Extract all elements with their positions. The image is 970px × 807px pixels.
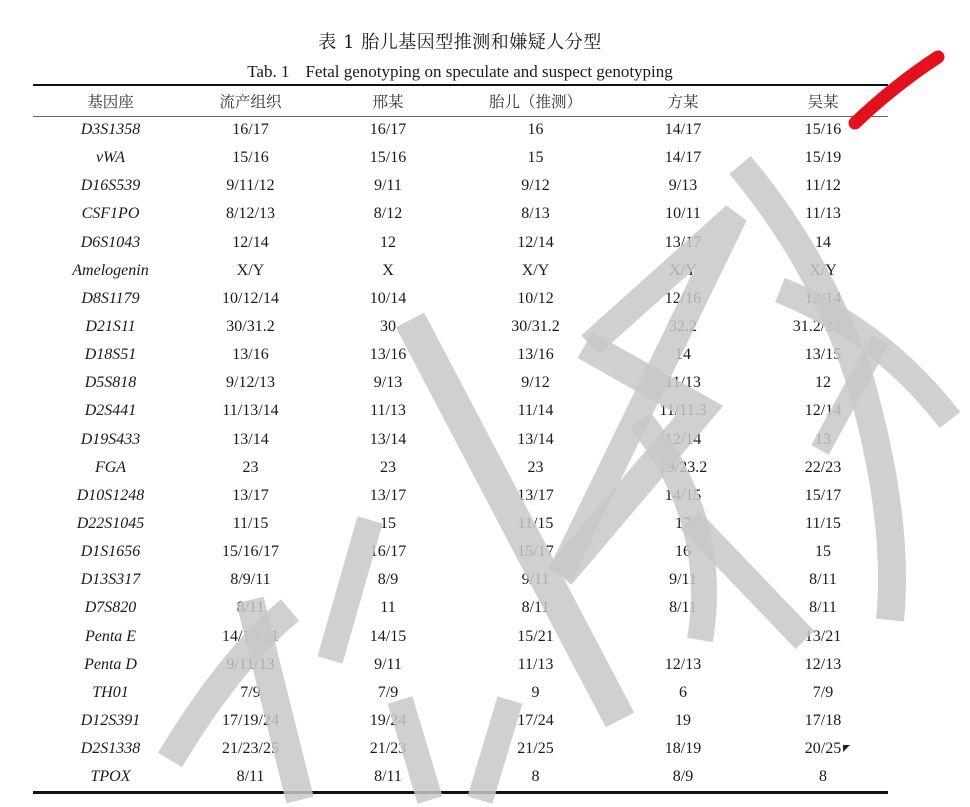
table-header-row xyxy=(33,86,888,116)
table-row xyxy=(33,735,888,763)
cell-locus: D8S1179 xyxy=(81,289,140,307)
cell-xing: 11/13 xyxy=(370,402,406,420)
cell-locus: FGA xyxy=(94,458,127,476)
cell-wu: 8/11 xyxy=(809,571,837,589)
cell-fetus-inferred: 11/15 xyxy=(517,515,554,533)
table-row xyxy=(33,651,888,679)
cell-fang: 18/19 xyxy=(664,740,702,758)
cell-xing: 12 xyxy=(380,233,396,251)
cell-fang: 8/9 xyxy=(672,768,694,786)
cell-locus: D5S818 xyxy=(84,374,137,392)
cell-locus: CSF1PO xyxy=(81,205,140,223)
cell-xing: 9/11 xyxy=(374,177,402,195)
cell-fang: X/Y xyxy=(669,261,697,279)
table-number: Tab. 1 xyxy=(247,62,290,81)
header-fetus-inferred: 胎儿（推测） xyxy=(488,93,582,111)
cell-fetus-inferred: 8/11 xyxy=(521,599,550,617)
header-locus: 基因座 xyxy=(87,93,134,111)
cell-xing: 21/23 xyxy=(369,740,407,758)
cell-fang: 19 xyxy=(675,712,691,730)
cell-locus: D19S433 xyxy=(80,430,141,448)
cell-xing: 9/13 xyxy=(373,374,403,392)
cell-fetus-inferred: 13/14 xyxy=(517,430,554,448)
cell-locus: D13S317 xyxy=(80,571,141,589)
cell-wu: 15/19 xyxy=(804,149,842,167)
cell-abortion-tissue: 11/15 xyxy=(232,515,269,533)
cell-locus: Amelogenin xyxy=(72,261,149,279)
cell-fang: 11/11.3 xyxy=(659,402,707,420)
cell-locus: D12S391 xyxy=(80,712,141,730)
cell-xing: 8/9 xyxy=(377,571,399,589)
table-caption-chinese: 表 1 胎儿基因型推测和嫌疑人分型 xyxy=(318,32,602,53)
cell-fetus-inferred: 13/16 xyxy=(517,346,554,364)
table-title: Fetal genotyping on speculate and suspect genotyping xyxy=(305,62,673,81)
cell-fetus-inferred: 9/11 xyxy=(521,571,550,589)
cell-fetus-inferred: 15/17 xyxy=(517,543,554,561)
cell-fetus-inferred: 16 xyxy=(527,121,544,139)
cell-fetus-inferred: 11/14 xyxy=(517,402,554,420)
cell-xing: 8/12 xyxy=(373,205,403,223)
header-xing: 邢某 xyxy=(372,93,404,111)
cell-abortion-tissue: 9/11/13 xyxy=(226,655,275,673)
cell-fang: 9/11 xyxy=(669,571,697,589)
cell-abortion-tissue: 14/15/21 xyxy=(222,627,279,645)
cell-wu: 13/15 xyxy=(804,346,842,364)
cell-xing: 13/16 xyxy=(369,346,407,364)
table-row xyxy=(33,200,888,228)
cell-locus: D10S1248 xyxy=(76,486,145,504)
cell-xing: 14/15 xyxy=(369,627,407,645)
cell-wu: 12/14 xyxy=(804,402,842,420)
cell-abortion-tissue: 13/14 xyxy=(232,430,269,448)
cell-abortion-tissue: 11/13/14 xyxy=(222,402,279,420)
cell-fang: 9/13 xyxy=(668,177,698,195)
cell-locus: D22S1045 xyxy=(76,515,145,533)
cell-locus: Penta E xyxy=(84,627,137,645)
table-row xyxy=(33,763,888,791)
cell-xing: 8/11 xyxy=(374,768,402,786)
cell-xing: 7/9 xyxy=(377,683,399,701)
cell-fang xyxy=(608,623,758,651)
table-row xyxy=(33,623,888,651)
cell-abortion-tissue: 16/17 xyxy=(232,121,269,139)
cell-wu: 22/23 xyxy=(804,458,842,476)
table-row xyxy=(33,397,888,425)
cell-abortion-tissue: 9/11/12 xyxy=(226,177,275,195)
cell-locus: TH01 xyxy=(92,683,129,701)
cell-fang: 14/15 xyxy=(664,486,702,504)
cell-abortion-tissue: 17/19/24 xyxy=(222,712,279,730)
cell-wu: 8 xyxy=(819,768,827,786)
cell-fetus-inferred: 10/12 xyxy=(517,289,554,307)
cell-xing: X xyxy=(382,261,394,279)
cell-xing: 16/17 xyxy=(369,543,407,561)
cell-locus: D2S441 xyxy=(84,402,137,420)
cursor-arrow-icon xyxy=(843,745,850,752)
cell-xing: 23 xyxy=(380,458,396,476)
cell-abortion-tissue: 30/31.2 xyxy=(226,318,275,336)
table-row xyxy=(33,566,888,594)
table-row xyxy=(33,229,888,257)
cell-fang: 11/13 xyxy=(665,374,701,392)
table-row xyxy=(33,369,888,397)
cell-xing: 15/16 xyxy=(369,149,407,167)
cell-fang: 14 xyxy=(675,346,691,364)
cell-xing: 10/14 xyxy=(369,289,407,307)
cell-abortion-tissue: 9/12/13 xyxy=(226,374,275,392)
cell-fang: 12/13 xyxy=(664,655,702,673)
cell-fetus-inferred: 13/17 xyxy=(517,486,554,504)
cell-wu: 15/16 xyxy=(804,121,842,139)
cell-abortion-tissue: 8/11 xyxy=(236,599,265,617)
cell-fetus-inferred: 23 xyxy=(527,458,544,476)
cell-xing: 13/17 xyxy=(369,486,407,504)
cell-xing: 16/17 xyxy=(369,121,407,139)
cell-abortion-tissue: 13/16 xyxy=(232,346,269,364)
cell-abortion-tissue: X/Y xyxy=(236,261,265,279)
cell-abortion-tissue: 12/14 xyxy=(232,233,269,251)
table-row xyxy=(33,707,888,735)
cell-abortion-tissue: 8/12/13 xyxy=(226,205,275,223)
cell-fang: 12/14 xyxy=(664,430,702,448)
cell-abortion-tissue: 10/12/14 xyxy=(222,289,279,307)
cell-wu: 8/11 xyxy=(809,599,837,617)
cell-wu: 31.2/33.2 xyxy=(792,318,854,336)
cell-xing: 9/11 xyxy=(374,655,402,673)
table-row xyxy=(33,257,888,285)
header-fang: 方某 xyxy=(667,93,699,111)
cell-fetus-inferred: 15/21 xyxy=(517,627,554,645)
cell-fetus-inferred: 17/24 xyxy=(517,712,554,730)
cell-locus: D16S539 xyxy=(80,177,141,195)
cell-xing: 15 xyxy=(380,515,396,533)
cell-wu: 12/14 xyxy=(804,289,842,307)
table-row xyxy=(33,510,888,538)
cell-abortion-tissue: 13/17 xyxy=(232,486,269,504)
table-row xyxy=(33,482,888,510)
cell-fang: 14/17 xyxy=(664,149,702,167)
cell-abortion-tissue: 8/9/11 xyxy=(230,571,271,589)
cell-wu: X/Y xyxy=(809,261,837,279)
table-row xyxy=(33,144,888,172)
table-bottom-rule xyxy=(33,791,888,794)
header-abortion-tissue: 流产组织 xyxy=(219,93,282,111)
cell-locus: D1S1656 xyxy=(80,543,141,561)
cell-fang: 14/17 xyxy=(664,121,702,139)
cell-xing: 19/24 xyxy=(369,712,407,730)
table-row xyxy=(33,313,888,341)
cell-xing: 13/14 xyxy=(369,430,407,448)
cell-fang: 13/17 xyxy=(664,233,702,251)
cell-fetus-inferred: 21/25 xyxy=(517,740,554,758)
cell-xing: 11 xyxy=(380,599,396,617)
cell-locus: D2S1338 xyxy=(80,740,141,758)
cell-fang: 10/11 xyxy=(665,205,701,223)
cell-fetus-inferred: 12/14 xyxy=(517,233,554,251)
cell-fetus-inferred: 9 xyxy=(531,683,540,701)
cell-locus: vWA xyxy=(95,149,126,167)
cell-abortion-tissue: 15/16/17 xyxy=(222,543,279,561)
cell-wu: 13/21 xyxy=(804,627,842,645)
table-caption-english xyxy=(0,62,920,82)
cell-locus: D21S11 xyxy=(85,318,136,336)
cell-locus: D3S1358 xyxy=(80,121,141,139)
cell-locus: D7S820 xyxy=(84,599,137,617)
cell-locus: D6S1043 xyxy=(80,233,141,251)
table-row xyxy=(33,538,888,566)
cell-fetus-inferred: 15 xyxy=(527,149,544,167)
cell-locus: Penta D xyxy=(84,655,137,673)
cell-fang: 16 xyxy=(675,543,691,561)
cell-fetus-inferred: 8/13 xyxy=(521,205,550,223)
table-row xyxy=(33,594,888,622)
cell-fang: 32.2 xyxy=(669,318,697,336)
cell-fang: 6 xyxy=(679,683,687,701)
cell-fang: 19/23.2 xyxy=(658,458,708,476)
cell-fang: 8/11 xyxy=(669,599,697,617)
cell-xing: 30 xyxy=(380,318,396,336)
cell-fang: 12/16 xyxy=(664,289,702,307)
genotype-table xyxy=(33,86,888,791)
cell-wu: 11/12 xyxy=(805,177,841,195)
cell-wu: 12/13 xyxy=(804,655,842,673)
table-row xyxy=(33,679,888,707)
cell-wu: 15 xyxy=(815,543,831,561)
cell-locus: TPOX xyxy=(90,768,131,786)
cell-wu: 11/15 xyxy=(805,515,841,533)
cell-abortion-tissue: 8/11 xyxy=(236,768,265,786)
table-row xyxy=(33,285,888,313)
cell-fetus-inferred: X/Y xyxy=(521,261,550,279)
cell-abortion-tissue: 15/16 xyxy=(232,149,269,167)
cell-abortion-tissue: 23 xyxy=(242,458,259,476)
cell-wu: 12 xyxy=(815,374,831,392)
cell-wu: 17/18 xyxy=(804,712,842,730)
cell-wu: 13 xyxy=(815,430,831,448)
cell-fetus-inferred: 8 xyxy=(531,768,540,786)
table-row xyxy=(33,454,888,482)
cell-wu: 7/9 xyxy=(812,683,834,701)
table-row xyxy=(33,172,888,200)
cell-fetus-inferred: 11/13 xyxy=(517,655,554,673)
cell-abortion-tissue: 7/9 xyxy=(240,683,261,701)
table-row xyxy=(33,426,888,454)
cell-wu: 15/17 xyxy=(804,486,842,504)
header-wu: 吴某 xyxy=(807,93,839,111)
cell-wu: 14 xyxy=(815,233,831,251)
cell-abortion-tissue: 21/23/25 xyxy=(222,740,279,758)
cell-fang: 17 xyxy=(675,515,691,533)
cell-wu: 20/25 xyxy=(804,740,842,758)
cell-fetus-inferred: 9/12 xyxy=(521,177,550,195)
cell-locus: D18S51 xyxy=(84,346,137,364)
cell-fetus-inferred: 30/31.2 xyxy=(511,318,560,336)
table-row xyxy=(33,341,888,369)
cell-wu: 11/13 xyxy=(805,205,841,223)
table-row xyxy=(33,116,888,144)
cell-fetus-inferred: 9/12 xyxy=(521,374,550,392)
